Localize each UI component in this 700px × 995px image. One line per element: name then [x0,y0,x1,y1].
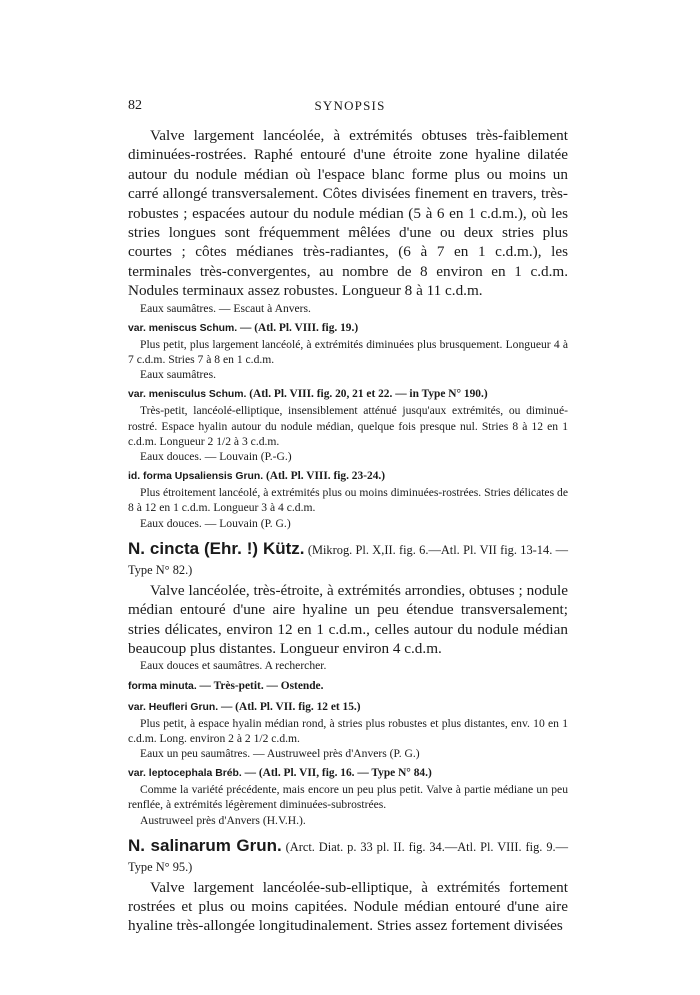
taxon-reference: — (Atl. Pl. VIII. fig. 19.) [237,321,359,334]
description-paragraph: Valve lancéolée, très-étroite, à extrémités arrondies, obtuses ; nodule médian entouré d'une aire hyaline un peu étendue transversalement; stries délicates, environ 12 en 1 c.d.m., celles autour du nodule médian beaucoup plus distantes. Longueur environ 4 c.d.m. [128,581,568,657]
taxon-name: id. forma Upsaliensis Grun. [128,471,264,483]
note-paragraph: Eaux un peu saumâtres. — Austruweel près d'Anvers (P. G.) [140,746,420,760]
note-paragraph: Comme la variété précédente, mais encore un peu plus petit. Valve à partie médiane un peu renflée, à extrémités légèrement diminuées-subrostrées. [128,783,568,812]
taxon-reference: — (Atl. Pl. VII. fig. 12 et 15.) [218,700,361,713]
note-paragraph: Eaux douces. — Louvain (P. G.) [140,516,291,530]
note-paragraph: Austruweel près d'Anvers (H.V.H.). [140,813,306,827]
variety-heading [128,765,568,782]
note-paragraph: Plus petit, à espace hyalin médian rond, à stries plus robustes et plus distantes, env. 10 en 1 c.d.m. Long. environ 2 à 2 1/2 c.d.m. [128,716,568,745]
note-paragraph: Eaux douces. — Louvain (P.-G.) [140,450,292,464]
body-text [128,126,568,936]
taxon-reference: (Atl. Pl. VIII. fig. 23-24.) [263,470,386,483]
note-paragraph: Eaux saumâtres. — Escaut à Anvers. [140,301,311,315]
taxon-name: N. cincta (Ehr. !) Kütz. [128,538,305,558]
page-number: 82 [128,98,142,113]
taxon-name: var. meniscus Schum. [128,322,238,334]
variety-heading [128,699,568,716]
running-title: SYNOPSIS [314,98,386,113]
taxon-name: var. Heufleri Grun. [128,701,219,713]
note-paragraph: Eaux saumâtres. [140,368,216,382]
note-paragraph: Plus étroitement lancéolé, à extrémités plus ou moins diminuées-rostrées. Stries délicates de 8 à 12 en 1 c.d.m. Longueur 3 à 4 c.d.m. [128,486,568,515]
note-paragraph: Très-petit, lancéolé-elliptique, insensiblement atténué jusqu'aux extrémités, ou diminué-rostré. Espace hyalin autour du nodule médian, quelque fois presque nul. Stries 8 à 12 en 1 c.d.m. Longueur 2 1/2 à 3 c.d.m. [128,404,568,448]
taxon-reference: (Arct. Diat. p. 33 pl. II. fig. 34.—Atl. Pl. VIII. fig. 9.— Type N° 95.) [128,839,568,875]
taxon-name: var. menisculus Schum. [128,389,247,401]
taxon-reference: — Très-petit. — Ostende. [196,679,324,692]
variety-heading [128,678,568,695]
taxon-reference: (Atl. Pl. VIII. fig. 20, 21 et 22. — in Type N° 190.) [246,388,488,401]
variety-heading [128,320,568,337]
description-paragraph: Valve largement lancéolée, à extrémités obtuses très-faiblement diminuées-rostrées. Raphé entouré d'une étroite zone hyaline dilatée autour du nodule médian où l'espace blanc forme plus ou moins un carré allongé transversalement. Côtes divisées finement en travers, très-robustes ; espacées autour du nodule médian (5 à 6 en 1 c.d.m.), où les stries longues sont fréquemment mêlées d'une ou deux stries plus courtes ; côtes médianes très-radiantes, (6 à 7 en 1 c.d.m.), les terminales très-convergentes, au nombre de 8 environ en 1 c.d.m. Nodules terminaux assez robustes. Longueur 8 à 11 c.d.m. [128,127,568,300]
variety-heading [128,386,568,403]
page-header [0,0,700,120]
taxon-reference: — (Atl. Pl. VII, fig. 16. — Type N° 84.) [241,767,432,780]
taxon-name: forma minuta. [128,680,197,692]
taxon-reference: (Mikrog. Pl. X,II. fig. 6.—Atl. Pl. VII fig. 13-14. — Type N° 82.) [128,542,568,578]
description-paragraph: Valve largement lancéolée-sub-elliptique, à extrémités fortement rostrées et plus ou moins capitées. Nodule médian entouré d'une aire hyaline très-allongée longitudinalement. Stries assez fortement divisées [128,878,568,935]
taxon-name: N. salinarum Grun. [128,835,282,855]
variety-heading [128,468,568,485]
species-heading [128,539,568,581]
note-paragraph: Plus petit, plus largement lancéolé, à extrémités diminuées plus brusquement. Longueur 4 à 7 c.d.m. Stries 7 à 8 en 1 c.d.m. [128,337,568,367]
note-paragraph: Eaux douces et saumâtres. A rechercher. [140,659,327,673]
taxon-name: var. leptocephala Bréb. [128,768,242,780]
species-heading [128,836,568,878]
